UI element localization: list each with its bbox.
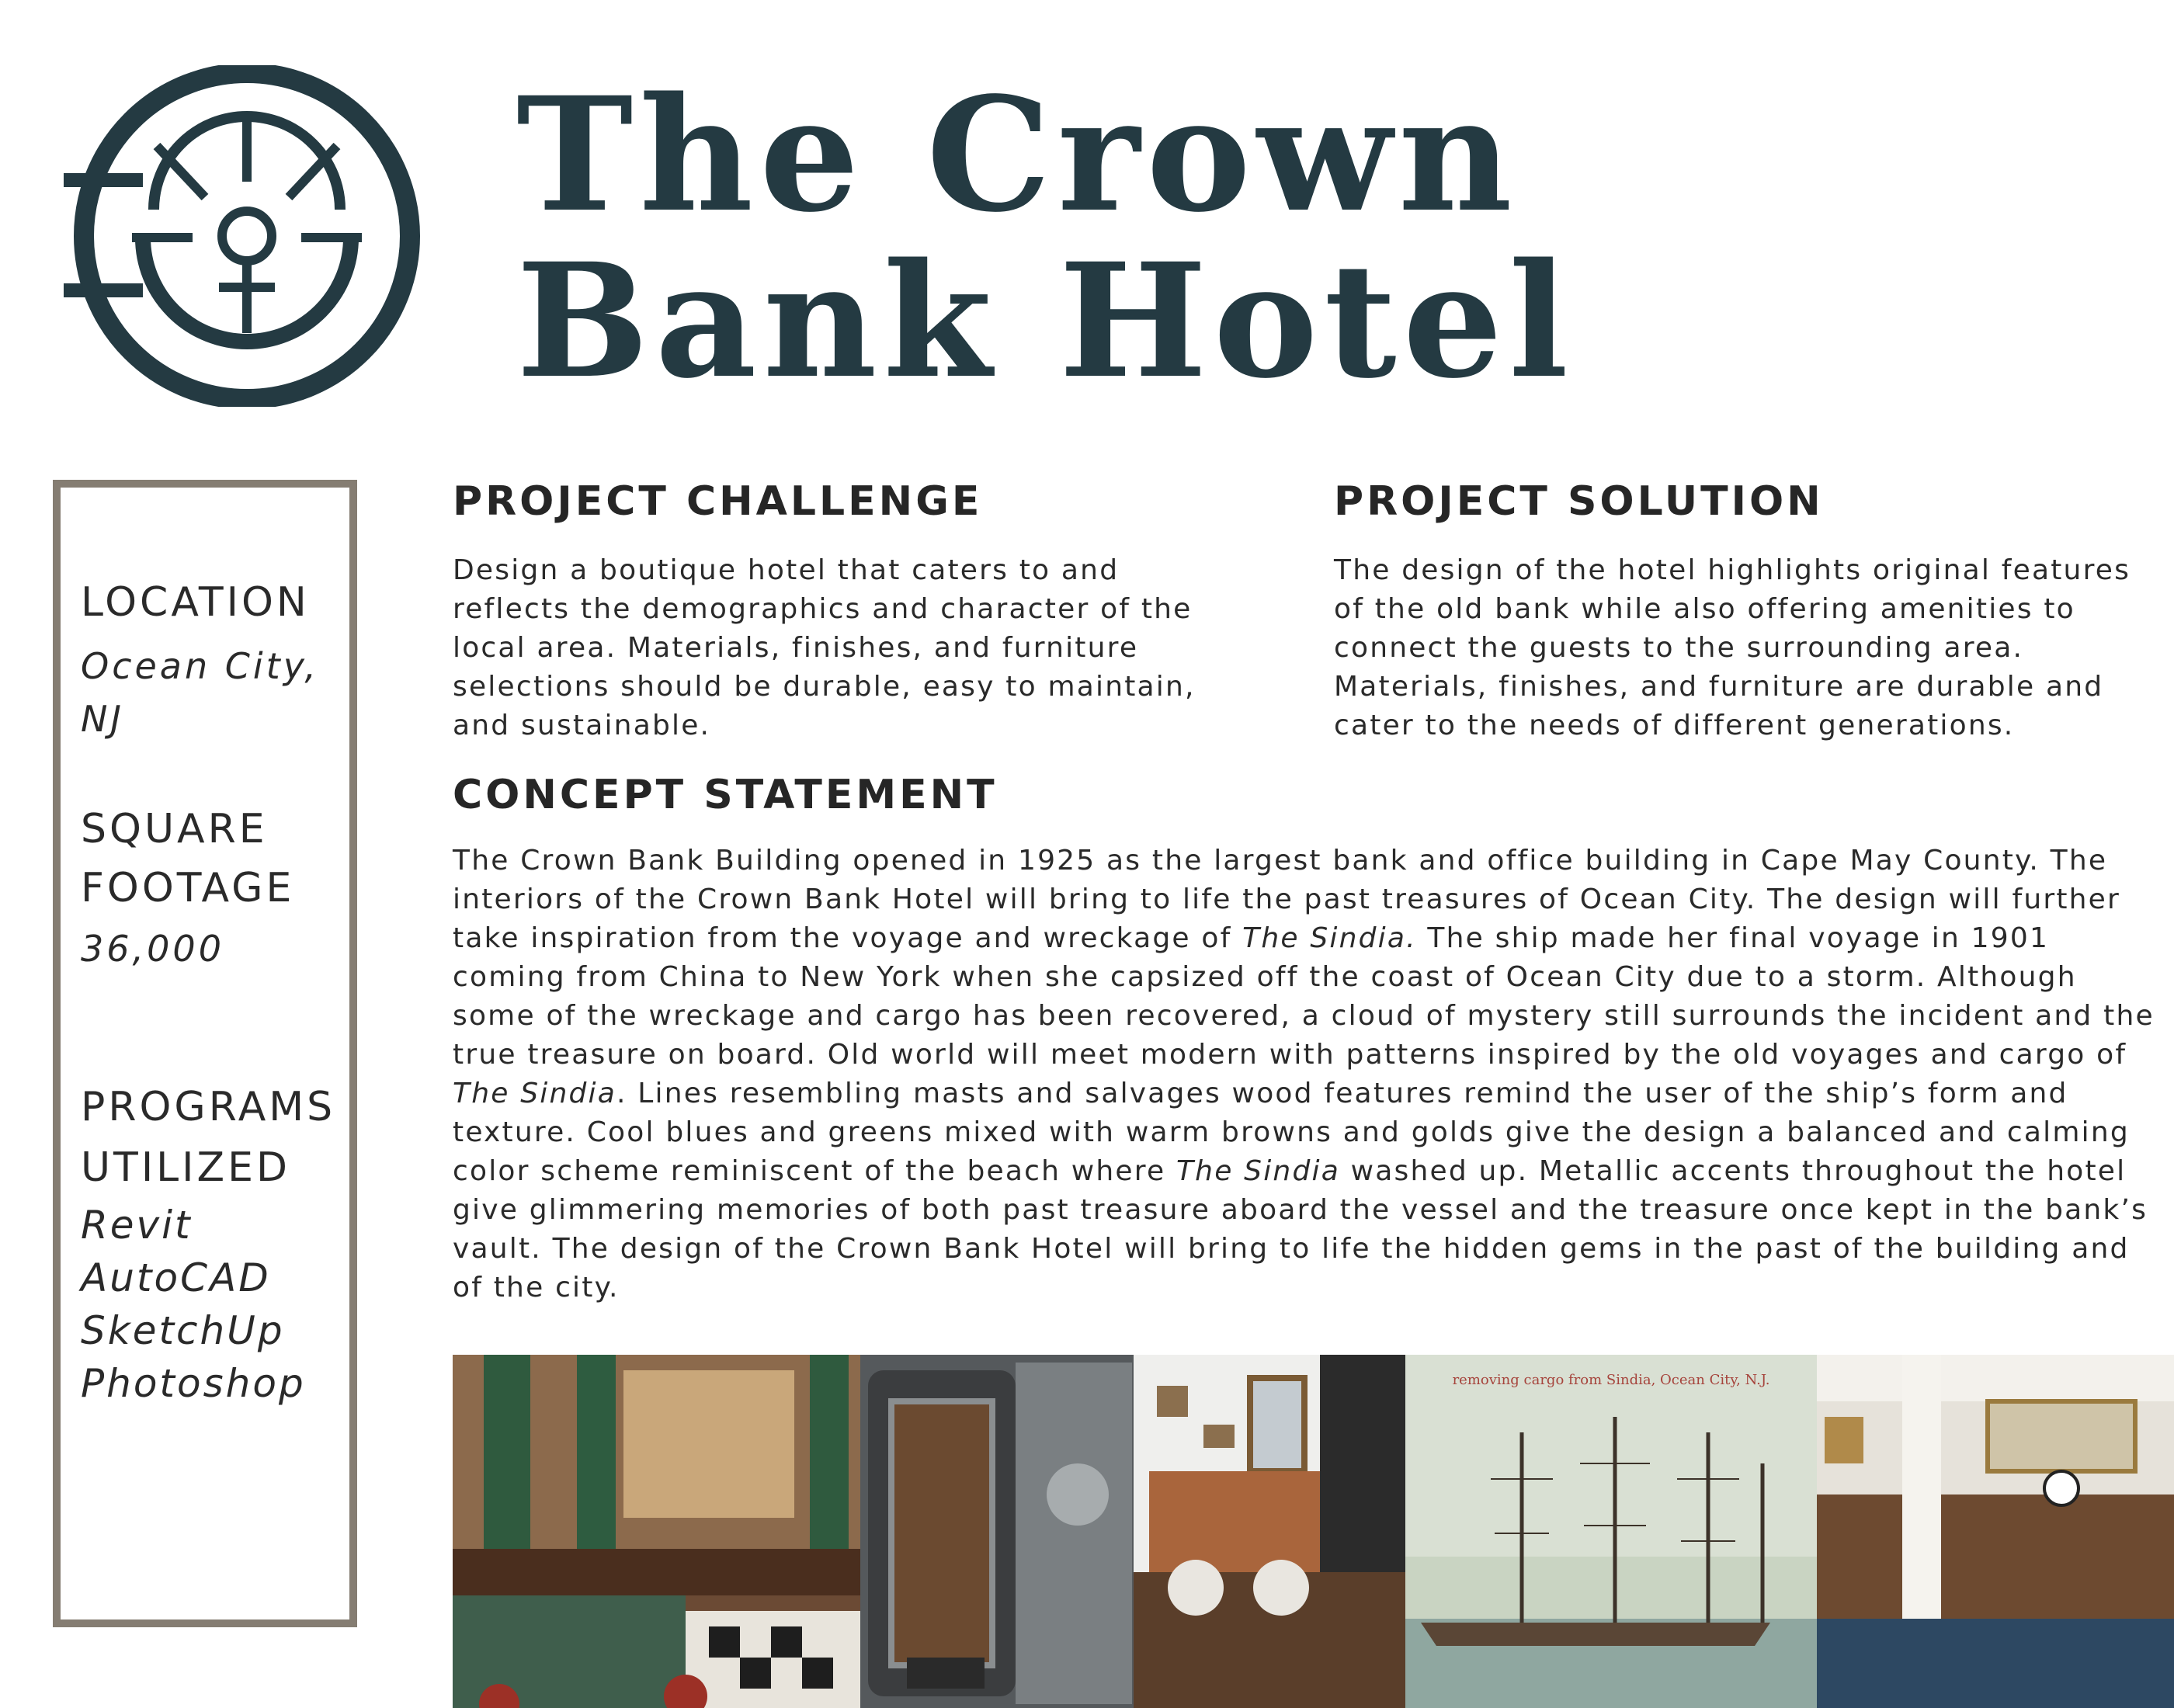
project-challenge-heading: PROJECT CHALLENGE <box>453 478 983 525</box>
location-label: LOCATION <box>81 579 310 626</box>
ship-name: The Sindia. <box>1242 922 1417 954</box>
postcard-caption: removing cargo from Sindia, Ocean City, N.J. <box>1452 1372 1770 1388</box>
crown-bank-seal-icon <box>64 65 432 407</box>
sindia-shipwreck-postcard-photo <box>1405 1355 1817 1708</box>
square-footage-value: 36,000 <box>81 928 224 970</box>
concept-text-part: The Crown Bank Building opened in 1925 as the largest bank and office building in Cape May County. The interiors of the Crown Bank Hotel will bring to life the past treasures of Ocean City. The design will further take inspiration from the voyage and wreckage of <box>453 845 2121 954</box>
program-item: AutoCAD <box>81 1255 271 1300</box>
page-title <box>516 62 1575 413</box>
concept-text-part: The ship made her final voyage in 1901 coming from China to New York when she capsized off the coast of Ocean City due to a storm. Although some of the wreckage and cargo has been recovered, a cloud of mystery still surrounds the incident and the true treasure on board. Old world will meet modern with patterns inspired by the old voyages and cargo of <box>453 922 2155 1071</box>
title-line-1: The Crown <box>516 62 1519 247</box>
nautical-dining-nook-photo <box>1134 1355 1405 1708</box>
project-solution-heading: PROJECT SOLUTION <box>1334 478 1824 525</box>
programs-list <box>81 1199 306 1410</box>
inspiration-photo-strip <box>453 1355 2174 1708</box>
ship-name: The Sindia <box>453 1078 616 1109</box>
project-info-sidebar <box>53 480 357 1627</box>
program-item: SketchUp <box>81 1308 285 1353</box>
program-item: Revit <box>81 1203 193 1248</box>
concept-statement-text <box>453 842 2161 1307</box>
concept-text-part: washed up. Metallic accents throughout the hotel give glimmering memories of both past treasure aboard the vessel and the treasure once kept in the bank’s vault. The design of the Crown Bank Hotel will bring to life the hidden gems in the past of the building and of the city. <box>453 1155 2148 1304</box>
bank-vault-door-photo <box>860 1355 1134 1708</box>
concept-statement-heading: CONCEPT STATEMENT <box>453 772 998 818</box>
bank-lobby-reception-photo <box>1817 1355 2174 1708</box>
hotel-lobby-bar-photo <box>453 1355 860 1708</box>
square-footage-label-line-2: FOOTAGE <box>81 865 295 911</box>
project-challenge-text: Design a boutique hotel that caters to and reflects the demographics and character of the local area. Materials, finishes, and furniture selections should be durable, easy to maintain, and sustainable. <box>453 554 1196 741</box>
programs-label-line-2: UTILIZED <box>81 1144 290 1191</box>
location-value: Ocean City, NJ <box>81 645 319 740</box>
program-item: Photoshop <box>81 1361 306 1406</box>
concept-text-part: . Lines resembling masts and salvages wood features remind the user of the ship’s form and texture. Cool blues and greens mixed with warm browns and golds give the design a balanced and calming color scheme reminiscent of the beach where <box>453 1078 2130 1187</box>
title-line-2: Bank Hotel <box>516 228 1575 413</box>
programs-label-line-1: PROGRAMS <box>81 1084 336 1130</box>
project-solution-text: The design of the hotel highlights original features of the old bank while also offering amenities to connect the guests to the surrounding area. Materials, finishes, and furniture are durable and cater to the needs of different generations. <box>1334 554 2131 741</box>
ship-name: The Sindia <box>1176 1155 1340 1187</box>
square-footage-label-line-1: SQUARE <box>81 806 268 852</box>
